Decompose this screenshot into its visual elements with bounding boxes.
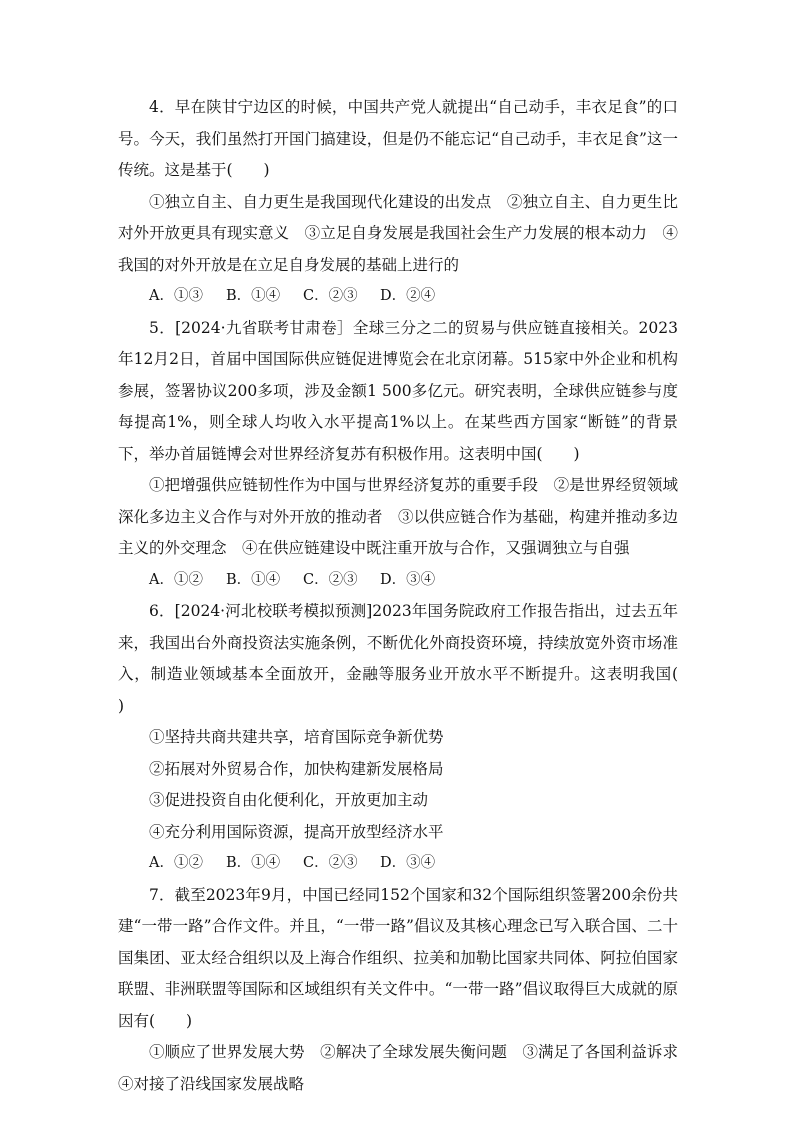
choice-b[interactable]: B．①④ xyxy=(226,855,281,871)
choice-a[interactable]: A．①② xyxy=(149,571,203,588)
question-4 xyxy=(118,92,678,313)
choice-d[interactable]: D．②④ xyxy=(380,288,436,304)
question-5-statements: ①把增强供应链韧性作为中国与世界经济复苏的重要手段 ②是世界经贸领域深化多边主义合作与对外开放的推动者 ③以供应链合作为基础，构建并推动多边主义的外交理念 ④在供应链建设中既注重开放与合作，又强调独立与自强 xyxy=(118,476,678,557)
choice-b[interactable]: B．①④ xyxy=(226,288,281,304)
question-7-statements: ①顺应了世界发展大势 ②解决了全球发展失衡问题 ③满足了各国利益诉求 ④对接了沿线国家发展战略 xyxy=(118,1043,694,1093)
choice-a[interactable]: A．①③ xyxy=(149,288,203,304)
choice-c[interactable]: C．②③ xyxy=(303,288,358,304)
question-7 xyxy=(118,880,694,1101)
choice-d[interactable]: D．③④ xyxy=(380,571,436,588)
choice-a[interactable]: A．①② xyxy=(149,855,203,871)
choice-c[interactable]: C．②③ xyxy=(303,855,358,871)
question-4-stem: 4．早在陕甘宁边区的时候，中国共产党人就提出“自己动手，丰衣足食”的口号。今天，我们虽然打开国门搞建设，但是仍不能忘记“自己动手，丰衣足食”这一传统。这是基于( ) xyxy=(118,98,678,179)
question-5-stem: 5．[2024·九省联考甘肃卷］全球三分之二的贸易与供应链直接相关。2023年12月2日，首届中国国际供应链促进博览会在北京闭幕。515家中外企业和机构参展，签署协议200多项，涉及金额1 500多亿元。研究表明，全球供应链参与度每提高1%，则全球人均收入水平提高1%以上。在某些西方国家“断链”的背景下，举办首届链博会对世界经济复苏有积极作用。这表明中国( ) xyxy=(118,318,678,463)
question-6-choices xyxy=(118,848,678,880)
question-6 xyxy=(118,596,710,880)
question-4-statements: ①独立自主、自力更生是我国现代化建设的出发点 ②独立自主、自力更生比对外开放更具有现实意义 ③立足自身发展是我国社会生产力发展的根本动力 ④我国的对外开放是在立足自身发展的基础上进行的 xyxy=(118,192,678,274)
choice-c[interactable]: C．②③ xyxy=(303,571,358,588)
question-4-choices xyxy=(118,281,678,313)
question-5-choices xyxy=(118,565,678,597)
question-6-option-3: ③促进投资自由化便利化，开放更加主动 xyxy=(149,791,429,809)
choice-d[interactable]: D．③④ xyxy=(380,855,436,871)
question-6-option-2: ②拓展对外贸易合作，加快构建新发展格局 xyxy=(149,759,444,778)
question-6-stem: 6．[2024·河北校联考模拟预测]2023年国务院政府工作报告指出，过去五年来，我国出台外商投资法实施条例，不断优化外商投资环境，持续放宽外资市场准入，制造业领域基本全面放开，金融等服务业开放水平不断提升。这表明我国( ) xyxy=(118,602,710,715)
question-5 xyxy=(118,313,678,597)
question-7-stem: 7．截至2023年9月，中国已经同152个国家和32个国际组织签署200余份共建“一带一路”合作文件。并且，“一带一路”倡议及其核心理念已写入联合国、二十国集团、亚太经合组织以及上海合作组织、拉美和加勒比国家共同体、阿拉伯国家联盟、非洲联盟等国际和区域组织有关文件中。“一带一路”倡议取得巨大成就的原因有( ) xyxy=(118,885,678,1030)
document-page xyxy=(118,92,710,1100)
question-6-option-4: ④充分利用国际资源，提高开放型经济水平 xyxy=(149,822,444,841)
choice-b[interactable]: B．①④ xyxy=(226,571,281,588)
question-6-option-1: ①坚持共商共建共享，培育国际竞争新优势 xyxy=(149,728,444,746)
